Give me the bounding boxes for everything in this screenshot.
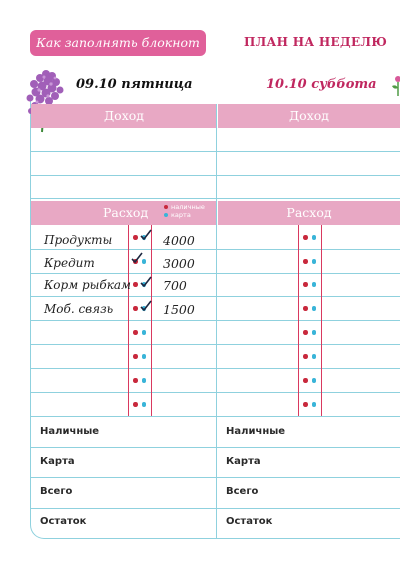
expense-header-right: Расход — [218, 201, 400, 225]
payment-dots[interactable] — [303, 330, 316, 335]
payment-dots[interactable] — [133, 378, 146, 383]
summary-balance-left: Остаток — [40, 516, 87, 527]
expense-item-name: Кредит — [44, 256, 95, 270]
summary-total-left: Всего — [40, 486, 73, 497]
payment-column-border — [321, 225, 322, 416]
summary-card-right: Карта — [226, 456, 261, 467]
payment-dots[interactable] — [303, 354, 316, 359]
legend-card: карта — [171, 211, 191, 219]
checkmark-icon — [140, 300, 152, 312]
payment-dots[interactable] — [303, 306, 316, 311]
card-dot-icon — [164, 213, 168, 217]
flower-decoration-icon — [388, 74, 400, 96]
payment-column-border — [128, 225, 129, 416]
payment-legend — [164, 203, 205, 219]
payment-dots[interactable] — [303, 402, 316, 407]
payment-dots[interactable] — [133, 330, 146, 335]
income-header-left: Доход — [31, 104, 217, 128]
expense-item-name: Продукты — [44, 233, 113, 247]
payment-dots[interactable] — [303, 235, 316, 240]
summary-balance-right: Остаток — [226, 516, 273, 527]
payment-column-border — [151, 225, 152, 416]
expense-item-name: Моб. связь — [44, 302, 114, 316]
day-date-left: 09.10 пятница — [76, 77, 193, 92]
summary-cash-left: Наличные — [40, 426, 100, 437]
summary-card-left: Карта — [40, 456, 75, 467]
payment-dots[interactable] — [303, 259, 316, 264]
payment-dots[interactable] — [133, 402, 146, 407]
expense-item-amount: 3000 — [163, 256, 195, 271]
income-header-right: Доход — [218, 104, 400, 128]
day-date-right: 10.10 суббота — [266, 77, 377, 92]
payment-dots[interactable] — [133, 354, 146, 359]
cash-dot-icon — [164, 205, 168, 209]
howto-button[interactable]: Как заполнять блокнот — [30, 30, 206, 56]
payment-column-border — [298, 225, 299, 416]
summary-cash-right: Наличные — [226, 426, 286, 437]
checkmark-icon — [140, 276, 152, 288]
summary-total-right: Всего — [226, 486, 259, 497]
expense-item-amount: 700 — [163, 278, 187, 293]
expense-item-name: Корм рыбкам — [44, 278, 132, 292]
expense-item-amount: 4000 — [163, 233, 195, 248]
expense-item-amount: 1500 — [163, 302, 195, 317]
legend-cash: наличные — [171, 203, 205, 211]
expense-header-left: Расход — [31, 201, 217, 225]
checkmark-icon — [140, 229, 152, 241]
payment-dots[interactable] — [303, 282, 316, 287]
payment-dots[interactable] — [303, 378, 316, 383]
plan-title: ПЛАН НА НЕДЕЛЮ — [244, 35, 388, 49]
day-column-divider — [216, 104, 217, 538]
checkmark-icon — [131, 252, 143, 264]
